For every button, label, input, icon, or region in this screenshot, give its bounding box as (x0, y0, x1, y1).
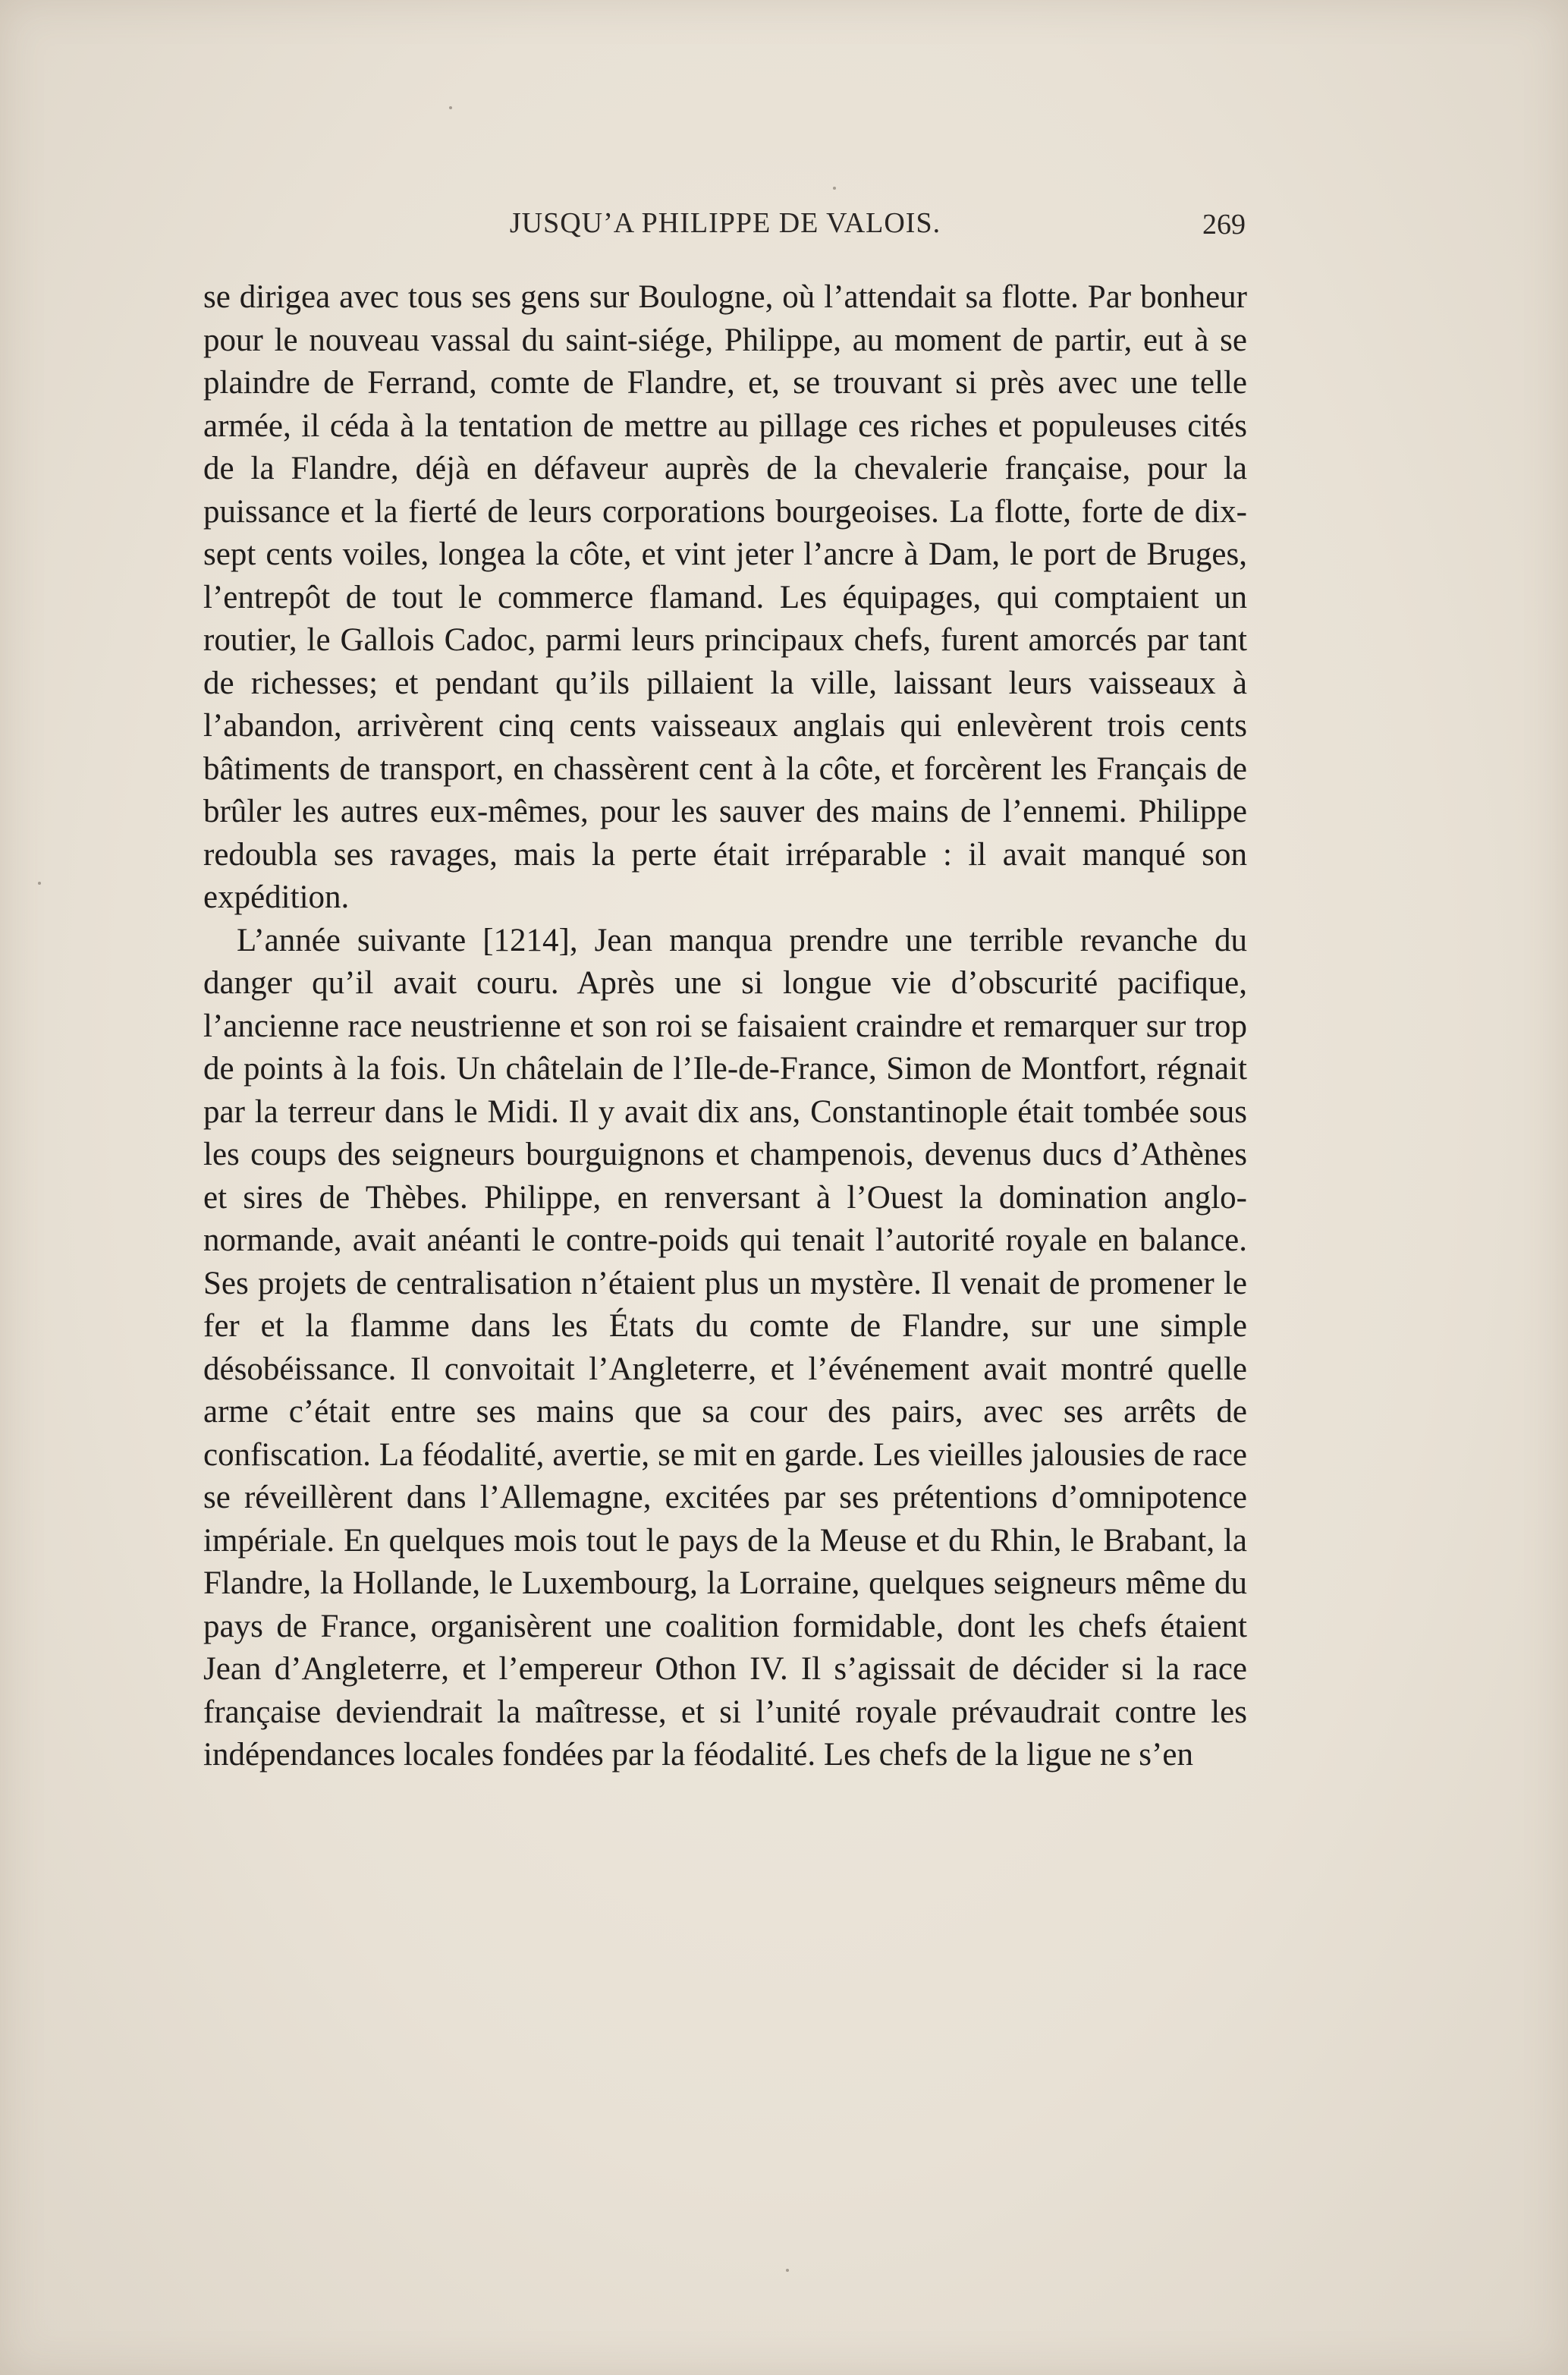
running-title: JUSQU’A PHILIPPE DE VALOIS. (509, 207, 941, 239)
page-number: 269 (1202, 209, 1246, 241)
body-text (203, 276, 1247, 1777)
paper-speck (38, 882, 41, 885)
paragraph: se dirigea avec tous ses gens sur Boulogne, où l’attendait sa flotte. Par bonheur pour le nouveau vassal du saint-siége, Philippe, au moment de partir, eut à se plaindre de Ferrand, comte de Flandre, et, se trouvant si près avec une telle armée, il céda à la tentation de mettre au pillage ces riches et populeuses cités de la Flandre, déjà en défaveur auprès de la chevalerie française, pour la puissance et la fierté de leurs corporations bourgeoises. La flotte, forte de dix-sept cents voiles, longea la côte, et vint jeter l’ancre à Dam, le port de Bruges, l’entrepôt de tout le commerce flamand. Les équipages, qui comptaient un routier, le Gallois Cadoc, parmi leurs principaux chefs, furent amorcés par tant de richesses; et pendant qu’ils pillaient la ville, laissant leurs vaisseaux à l’abandon, arrivèrent cinq cents vaisseaux anglais qui enlevèrent trois cents bâtiments de transport, en chassèrent cent à la côte, et forcèrent les Français de brûler les autres eux-mêmes, pour les sauver des mains de l’ennemi. Philippe redoubla ses ravages, mais la perte était irréparable : il avait manqué son expédition. (203, 279, 1247, 915)
paper-speck (786, 2269, 789, 2272)
running-head (205, 206, 1246, 244)
paragraph: L’année suivante [1214], Jean manqua prendre une terrible revanche du danger qu’il avait couru. Après une si longue vie d’obscurité pacifique, l’ancienne race neustrienne et son roi se faisaient craindre et remarquer sur trop de points à la fois. Un châtelain de l’Ile-de-France, Simon de Montfort, régnait par la terreur dans le Midi. Il y avait dix ans, Constantinople était tombée sous les coups des seigneurs bourguignons et champenois, devenus ducs d’Athènes et sires de Thèbes. Philippe, en renversant à l’Ouest la domination anglo-normande, avait anéanti le contre-poids qui tenait l’autorité royale en balance. Ses projets de centralisation n’étaient plus un mystère. Il venait de promener le fer et la flamme dans les États du comte de Flandre, sur une simple désobéissance. Il convoitait l’Angleterre, et l’événement avait montré quelle arme c’était entre ses mains que sa cour des pairs, avec ses arrêts de confiscation. La féodalité, avertie, se mit en garde. Les vieilles jalousies de race se réveillèrent dans l’Allemagne, excitées par ses prétentions d’omnipotence impériale. En quelques mois tout le pays de la Meuse et du Rhin, le Brabant, la Flandre, la Hollande, le Luxembourg, la Lorraine, quelques seigneurs même du pays de France, organisèrent une coalition formidable, dont les chefs étaient Jean d’Angleterre, et l’empereur Othon IV. Il s’agissait de décider si la race française deviendrait la maîtresse, et si l’unité royale prévaudrait contre les indépendances locales fondées par la féodalité. Les chefs de la ligue ne s’en (203, 922, 1247, 1773)
paper-speck (833, 187, 836, 190)
paper-speck (449, 106, 452, 109)
